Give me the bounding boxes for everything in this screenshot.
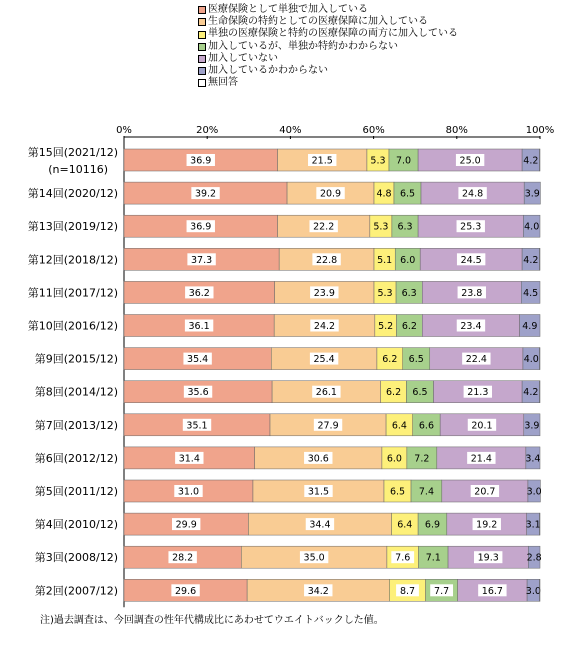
- data-label: 3.4: [525, 453, 541, 465]
- data-label: 37.3: [191, 254, 213, 266]
- data-label: 5.3: [377, 287, 393, 299]
- legend-label: 加入しているが、単独か特約かわからない: [208, 40, 398, 52]
- category-label: 第13回(2019/12): [27, 220, 118, 234]
- data-label: 6.3: [401, 287, 417, 299]
- data-label: 22.2: [313, 221, 335, 233]
- data-label: 3.0: [526, 486, 542, 498]
- category-label: 第7回(2013/12): [34, 418, 118, 432]
- data-label: 20.9: [319, 188, 342, 200]
- category-label: 第10回(2016/12): [27, 319, 118, 333]
- data-label: 31.4: [178, 453, 200, 465]
- data-label: 27.9: [317, 420, 339, 432]
- category-label: 第2回(2007/12): [34, 584, 118, 598]
- data-label: 25.3: [460, 221, 482, 233]
- legend-label: 単独の医療保険と特約の医療保障の両方に加入している: [208, 28, 458, 40]
- data-label: 4.2: [523, 155, 539, 167]
- data-label: 6.5: [399, 188, 416, 200]
- category-label: 第14回(2020/12): [27, 187, 118, 201]
- data-label: 3.1: [525, 519, 541, 531]
- data-label: 6.0: [386, 453, 402, 465]
- data-label: 4.0: [524, 221, 540, 233]
- data-label: 4.5: [523, 287, 539, 299]
- data-label: 6.2: [401, 321, 417, 332]
- data-label: 24.2: [313, 321, 336, 332]
- data-label: 4.2: [523, 387, 539, 399]
- x-tick-label: 80%: [445, 125, 468, 136]
- data-label: 35.0: [303, 552, 325, 564]
- data-label: 19.3: [477, 552, 499, 564]
- data-label: 35.4: [187, 354, 209, 366]
- data-label: 5.3: [370, 155, 386, 167]
- data-label: 35.1: [186, 420, 208, 432]
- data-label: 4.8: [376, 188, 392, 200]
- legend-label: 生命保険の特約としての医療保障に加入している: [208, 16, 428, 28]
- x-tick-label: 100%: [525, 125, 555, 136]
- data-label: 23.8: [461, 287, 483, 299]
- category-label: 第4回(2010/12): [34, 518, 118, 532]
- data-label: 7.6: [395, 552, 411, 564]
- data-label: 6.6: [418, 420, 434, 432]
- data-label: 35.6: [187, 387, 209, 399]
- data-label: 26.1: [315, 387, 337, 399]
- legend-label: 加入しているかわからない: [208, 65, 328, 77]
- data-label: 7.1: [425, 552, 441, 564]
- x-tick-label: 0%: [116, 125, 132, 136]
- data-label: 6.0: [400, 254, 416, 266]
- legend-label: 医療保険として単独で加入している: [208, 4, 368, 15]
- data-label: 4.2: [523, 254, 539, 266]
- data-label: 6.5: [412, 387, 428, 399]
- data-label: 6.5: [389, 486, 406, 498]
- data-label: 6.4: [397, 519, 413, 531]
- data-label: 31.5: [307, 486, 330, 498]
- data-label: 5.3: [373, 221, 389, 233]
- data-label: 36.1: [188, 321, 210, 332]
- data-label: 16.7: [481, 585, 503, 597]
- data-label: 29.6: [174, 585, 197, 597]
- data-label: 24.5: [460, 254, 482, 266]
- data-label: 21.4: [470, 453, 492, 465]
- data-label: 6.3: [397, 221, 413, 233]
- x-tick-label: 60%: [362, 125, 385, 136]
- data-label: 20.1: [471, 420, 493, 432]
- data-label: 3.9: [524, 420, 540, 432]
- category-label: 第3回(2008/12): [34, 551, 118, 565]
- data-label: 2.8: [526, 552, 542, 564]
- data-label: 23.9: [313, 287, 335, 299]
- data-label: 30.6: [307, 453, 329, 465]
- data-label: 25.4: [313, 354, 335, 366]
- data-label: 6.2: [386, 387, 402, 399]
- data-label: 22.8: [316, 254, 338, 266]
- data-label: 36.9: [190, 221, 212, 233]
- data-label: 20.7: [474, 486, 496, 498]
- category-label: 第15回(2021/12): [27, 146, 118, 159]
- category-label: 第6回(2012/12): [34, 451, 118, 465]
- category-label: 第12回(2018/12): [27, 253, 118, 267]
- data-label: 4.0: [523, 354, 539, 366]
- data-label: 7.2: [414, 453, 430, 465]
- data-label: 3.0: [525, 585, 541, 597]
- data-label: 31.0: [177, 486, 200, 498]
- data-label: 5.2: [378, 321, 394, 332]
- chart-note: 注)過去調査は、今回調査の性年代構成比にあわせてウエイトバックした値。: [40, 615, 384, 626]
- data-label: 34.2: [307, 585, 329, 597]
- data-label: 36.2: [188, 287, 210, 299]
- data-label: 25.0: [459, 155, 481, 167]
- data-label: 29.9: [175, 519, 197, 531]
- legend-label: 加入していない: [208, 52, 278, 64]
- x-tick-label: 40%: [279, 125, 302, 136]
- category-label: 第9回(2015/12): [34, 352, 118, 366]
- data-label: 24.8: [462, 188, 484, 200]
- data-label: 19.2: [476, 519, 498, 531]
- data-label: 34.4: [309, 519, 331, 531]
- data-label: 5.1: [377, 254, 393, 266]
- legend-label: 無回答: [208, 77, 238, 89]
- data-label: 36.9: [190, 155, 212, 167]
- data-label: 21.3: [467, 387, 489, 399]
- category-label: 第5回(2011/12): [34, 485, 118, 498]
- category-sublabel: (n=10116): [48, 163, 108, 176]
- data-label: 23.4: [460, 321, 482, 332]
- data-label: 39.2: [194, 188, 217, 200]
- category-label: 第11回(2017/12): [27, 286, 118, 300]
- data-label: 28.2: [172, 552, 194, 564]
- data-label: 22.4: [465, 354, 487, 366]
- data-label: 8.7: [399, 585, 416, 597]
- data-label: 7.4: [418, 486, 434, 498]
- data-label: 6.4: [391, 420, 407, 432]
- data-label: 6.2: [382, 354, 398, 366]
- data-label: 7.0: [395, 155, 412, 167]
- x-tick-label: 20%: [196, 125, 219, 136]
- data-label: 3.9: [524, 188, 540, 200]
- data-label: 7.7: [434, 585, 450, 597]
- data-label: 6.9: [424, 519, 441, 531]
- data-label: 4.9: [522, 321, 538, 332]
- data-label: 21.5: [311, 155, 333, 167]
- data-label: 6.5: [408, 354, 424, 366]
- category-label: 第8回(2014/12): [34, 385, 118, 399]
